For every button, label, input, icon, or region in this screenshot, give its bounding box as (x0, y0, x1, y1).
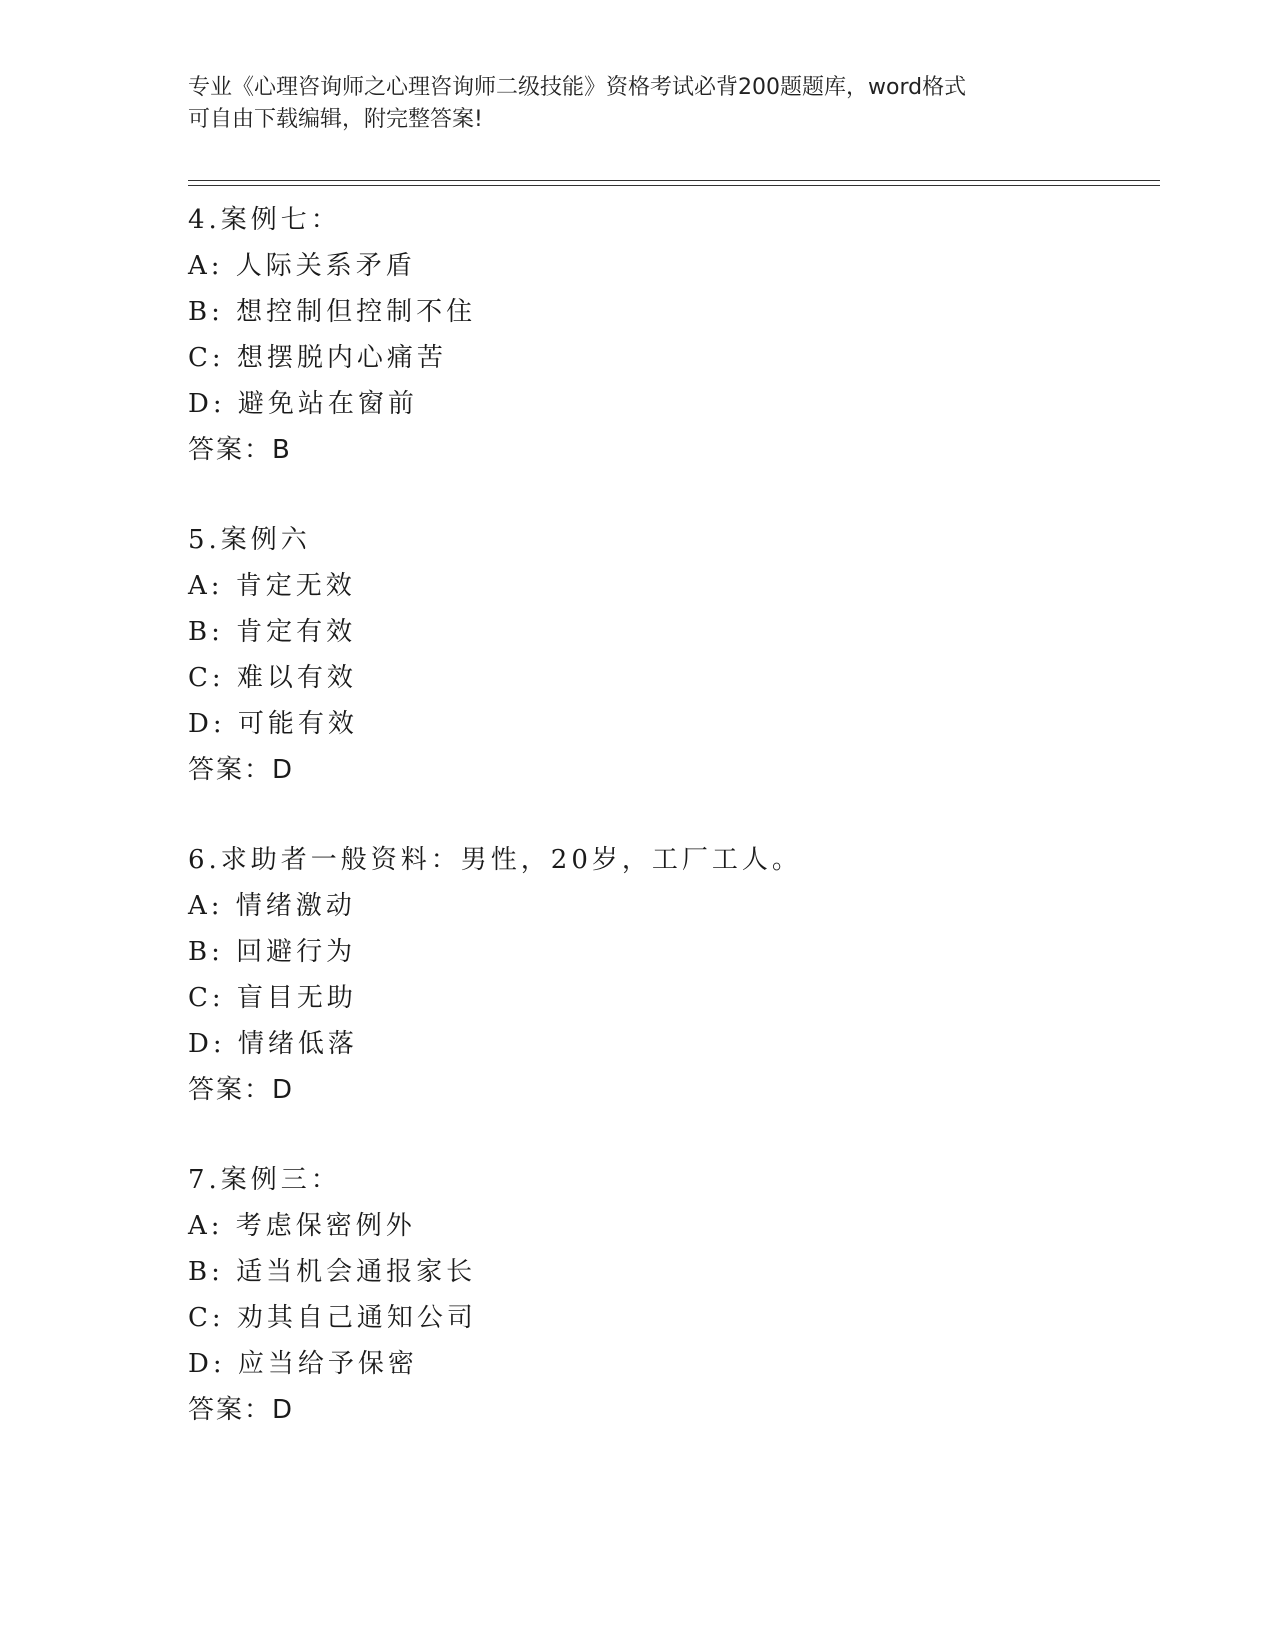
question-4 (188, 197, 1088, 473)
answer-label: 答案：D (188, 1075, 295, 1105)
answer-label: 答案：D (188, 1395, 295, 1425)
document-header (188, 72, 1088, 136)
question-stem: 4.案例七： (188, 205, 341, 235)
option-b: B: 想控制但控制不住 (188, 297, 477, 327)
option-d: D: 避免站在窗前 (188, 389, 418, 419)
option-b: B: 适当机会通报家长 (188, 1257, 477, 1287)
question-stem: 7.案例三： (188, 1165, 341, 1195)
question-stem: 6.求助者一般资料：男性，20岁，工厂工人。 (188, 845, 802, 875)
header-line-2: 可自由下载编辑，附完整答案! (188, 107, 483, 132)
option-c: C: 劝其自己通知公司 (188, 1303, 477, 1333)
option-d: D: 情绪低落 (188, 1029, 358, 1059)
header-divider-top (188, 180, 1160, 181)
question-stem: 5.案例六 (188, 525, 311, 555)
question-6 (188, 837, 1088, 1113)
answer-label: 答案：D (188, 755, 295, 785)
option-c: C: 盲目无助 (188, 983, 357, 1013)
option-b: B: 回避行为 (188, 937, 357, 967)
option-c: C: 难以有效 (188, 663, 357, 693)
header-divider-bottom (188, 185, 1160, 186)
option-d: D: 应当给予保密 (188, 1349, 418, 1379)
question-5 (188, 517, 1088, 793)
option-d: D: 可能有效 (188, 709, 358, 739)
header-line-1: 专业《心理咨询师之心理咨询师二级技能》资格考试必背200题题库，word格式 (188, 75, 967, 100)
option-a: A: 考虑保密例外 (188, 1211, 416, 1241)
option-a: A: 人际关系矛盾 (188, 251, 416, 281)
answer-label: 答案：B (188, 435, 292, 465)
option-a: A: 情绪激动 (188, 891, 356, 921)
option-c: C: 想摆脱内心痛苦 (188, 343, 447, 373)
option-a: A: 肯定无效 (188, 571, 356, 601)
option-b: B: 肯定有效 (188, 617, 357, 647)
question-7 (188, 1157, 1088, 1433)
